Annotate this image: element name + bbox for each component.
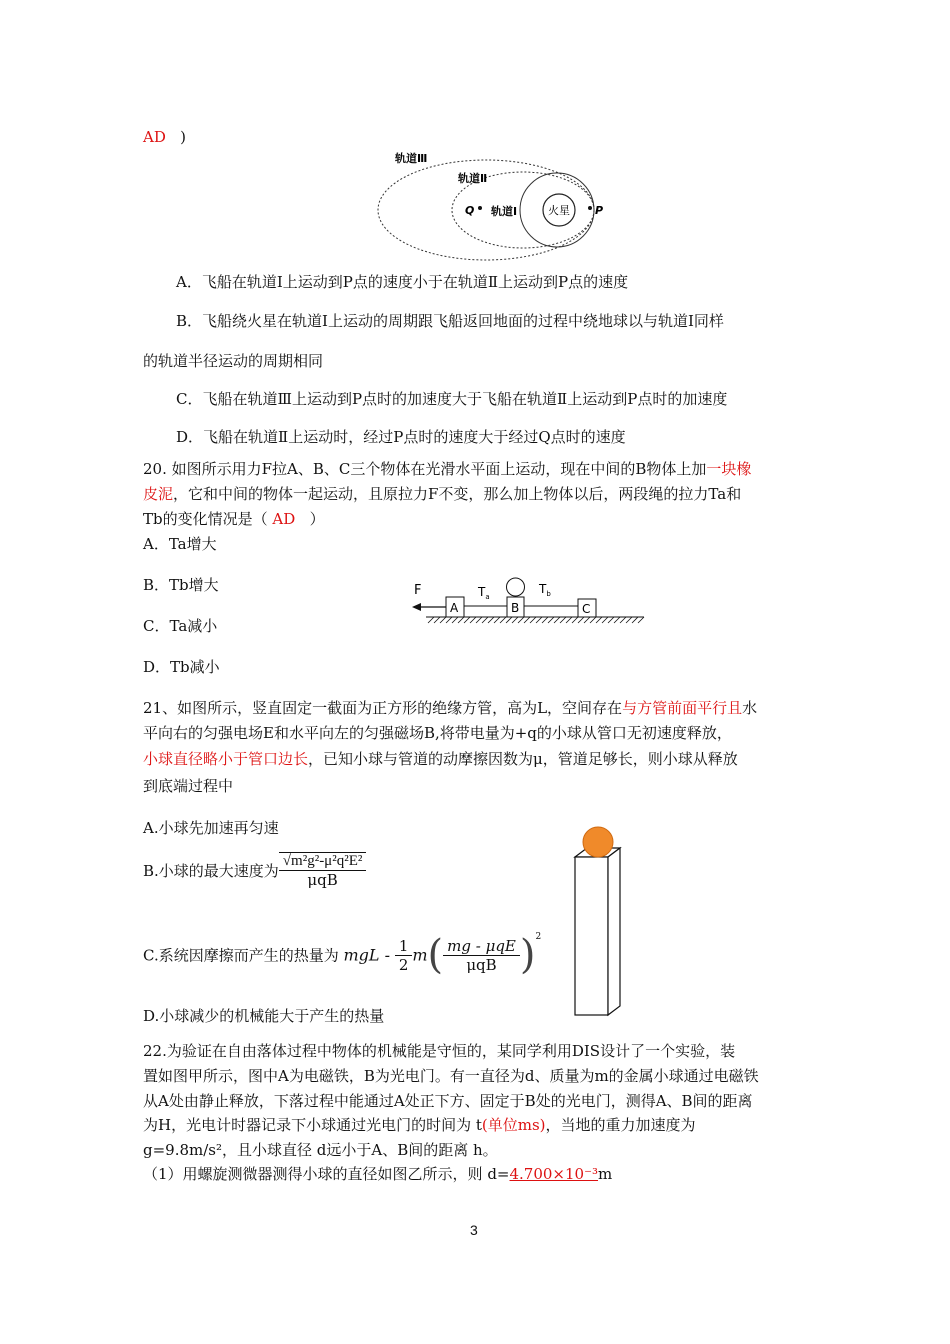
q19-option-d: D．飞船在轨道Ⅱ上运动时，经过P点时的速度大于经过Q点时的速度 [176,428,626,446]
page-number: 3 [470,1222,478,1238]
label-orbit-3: 轨道Ⅲ [395,152,428,165]
ground-hatch [428,617,644,623]
q22-line4-end: ，当地的重力加速度为 [545,1116,696,1134]
q22-line4-text: 为H，光电计时器记录下小球通过光电门的时间为 t [143,1116,482,1134]
tube-side-face [608,848,620,1015]
max-speed-denominator: μqB [307,871,338,889]
q21-option-b-text: B.小球的最大速度为 [143,862,279,880]
label-p: P [595,204,604,217]
tube-front-face [575,857,608,1015]
q19-answer: AD [143,128,166,146]
q21-stem-line3 [143,748,738,769]
q21-option-d: D.小球减少的机械能大于产生的热量 [143,1007,385,1025]
q22-diameter-answer: 4.700×10⁻³ [509,1165,599,1183]
orbit-diagram [370,145,620,265]
charged-ball [583,827,613,857]
q21-option-a: A.小球先加速再匀速 [143,819,279,837]
max-speed-numerator: √m²g²-μ²q²E² [279,852,367,871]
q20-option-d: D．Tb减小 [143,658,220,676]
q20-stem-line1 [143,458,751,479]
left-paren: ( [427,932,444,978]
q21-option-c-text: C.系统因摩擦而产生的热量为 [143,946,339,965]
right-paren: ) [519,932,536,978]
q22-line6-unit: m [598,1165,613,1183]
q22-line5: g=9.8m/s²，且小球直径 d远小于A、B间的距离 h。 [143,1141,498,1159]
label-orbit-1: 轨道Ⅰ [491,205,518,218]
q19-option-b-line2: 的轨道半径运动的周期相同 [143,352,324,370]
q20-stem-line2 [143,483,741,504]
q21-option-c [143,932,541,978]
q20-highlight: 一块橡 [706,460,752,478]
q21-stem-line2: 平向右的匀强电场E和水平向左的匀强磁场B,将带电量为+q的小球从管口无初速度释放， [143,724,732,742]
q22-line2: 置如图甲所示，图中A为电磁铁，B为光电门。有一直径为d、质量为m的金属小球通过电磁铁 [143,1067,759,1085]
putty-ball [507,578,525,596]
q22-line6-text: （1）用螺旋测微器测得小球的直径如图乙所示，则 d= [143,1165,510,1183]
q20-highlight-2: 皮泥 [143,485,174,503]
q21-stem-line1 [143,697,757,718]
q22-line6 [143,1163,612,1184]
q19-option-c: C．飞船在轨道Ⅲ上运动到P点时的加速度大于飞船在轨道Ⅱ上运动到P点时的加速度 [176,390,728,408]
half-fraction [395,937,413,974]
heat-expr-mgl: mgL - [343,945,391,965]
q20-option-c: C．Ta减小 [143,617,218,635]
q21-highlight-1: 与方管前面平行且 [622,699,743,717]
label-block-a: A [450,601,459,615]
q20-stem-text-2: ，它和中间的物体一起运动，且原拉力F不变，那么加上物体以后，两段绳的拉力Ta和 [173,485,742,503]
q21-highlight-2: 小球直径略小于管口边长 [143,750,309,768]
q22-line4 [143,1114,696,1135]
inner-fraction [443,937,520,974]
point-p-dot [588,206,592,210]
label-orbit-2: 轨道Ⅱ [458,172,488,185]
inner-numerator: mg - μqE [443,937,520,956]
q20-close: ） [309,510,325,528]
heat-expr-m: m [412,945,428,965]
inner-denominator: μqB [466,955,497,974]
label-block-c: C [582,602,591,616]
q21-stem-text-1: 21、如图所示，竖直固定一截面为正方形的绝缘方管，高为L，空间存在 [143,699,623,717]
q22-line3: 从A处由静止释放，下落过程中能通过A处正下方、固定于B处的光电门，测得A、B间的距离 [143,1092,753,1110]
q20-option-b: B．Tb增大 [143,576,219,594]
blocks-diagram [408,572,648,628]
q21-option-b [143,852,366,889]
q19-option-b-line1: B．飞船绕火星在轨道Ⅰ上运动的周期跟飞船返回地面的过程中绕地球以与轨道Ⅰ同样 [176,312,724,330]
square-exponent: 2 [535,932,542,942]
point-q-dot [478,206,482,210]
q19-option-a: A．飞船在轨道Ⅰ上运动到P点的速度小于在轨道Ⅱ上运动到P点的速度 [176,273,629,291]
half-numerator: 1 [395,937,413,956]
q22-unit-note: (单位ms) [481,1116,546,1134]
square-tube-diagram [565,820,635,1020]
label-ta: $T_a$ [478,585,490,601]
q22-line1: 22.为验证在自由落体过程中物体的机械能是守恒的，某同学利用DIS设计了一个实验，装 [143,1042,736,1060]
q21-stem-text-3: ，已知小球与管道的动摩擦因数为μ，管道足够长，则小球从释放 [308,750,738,768]
label-block-b: B [511,601,520,615]
label-q: Q [465,204,475,217]
q21-stem-line4: 到底端过程中 [143,777,234,795]
half-denominator: 2 [398,955,409,974]
q20-stem-text: 20. 如图所示用力F拉A、B、C三个物体在光滑水平面上运动，现在中间的B物体上加 [143,460,707,478]
q20-option-a: A．Ta增大 [143,535,217,553]
q21-stem-text-1b: 水 [742,699,758,717]
force-arrowhead [412,603,421,611]
q19-answer-line [143,128,186,146]
label-f: F [414,583,422,598]
q20-stem-line3 [143,508,325,529]
q20-stem-text-3: Tb的变化情况是（ [143,510,268,528]
q20-answer: AD [272,510,296,528]
label-mars: 火星 [548,204,570,217]
label-tb: $T_b$ [539,582,551,598]
max-speed-fraction [279,852,367,889]
q19-answer-close: ) [180,128,187,146]
